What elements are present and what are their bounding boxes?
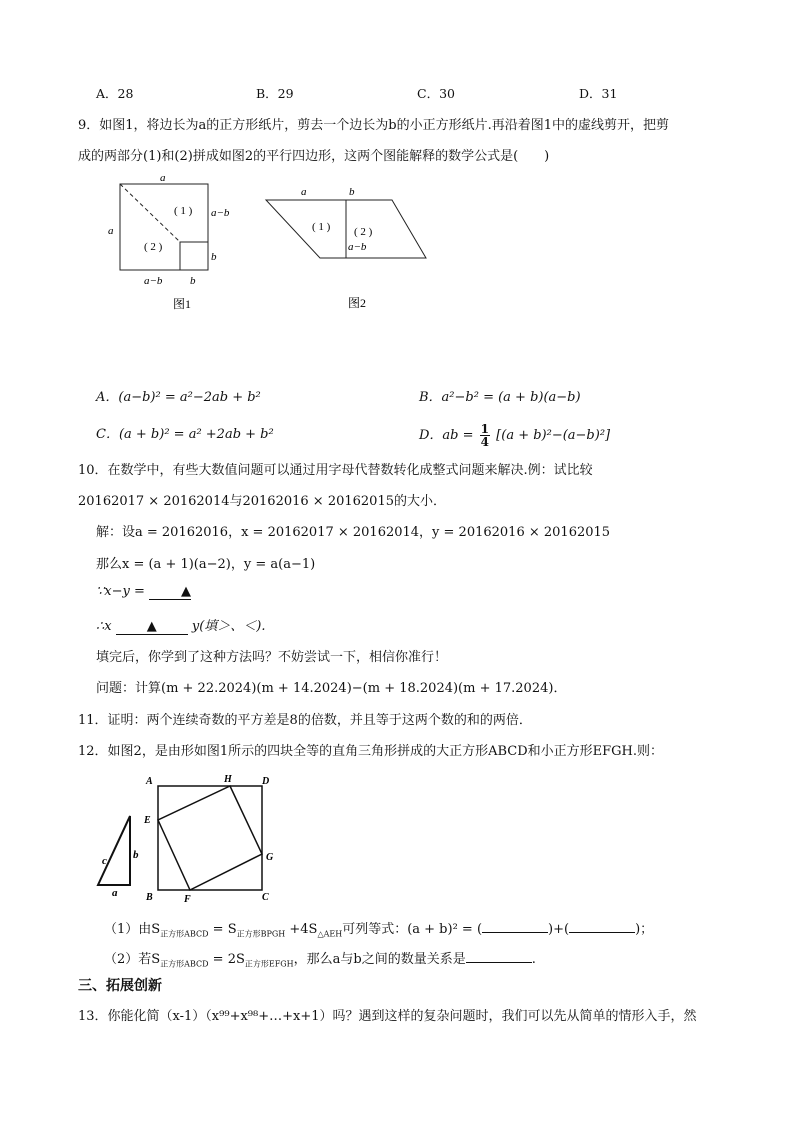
q10-line6 (96, 615, 266, 635)
fig1-label-amb-bottom: a−b (144, 275, 163, 287)
vertex-H: H (224, 774, 232, 785)
fraction-one-quarter (480, 423, 490, 448)
fig1-label-amb-right: a−b (211, 207, 230, 219)
q12-sub2-pre: （2）若S (104, 952, 161, 967)
q10-line6-post: y(填＞、＜). (191, 619, 266, 634)
q8-option-d: D．31 (579, 86, 618, 101)
q12-sub1-plus: +4S (285, 922, 318, 937)
q12-sub1-pre: （1）由S (104, 922, 161, 937)
q9-option-a: A．(a−b)² = a²−2ab + b² (96, 390, 261, 405)
q12-sub2-end: . (531, 952, 536, 967)
figure-1-square (100, 168, 250, 318)
q9-option-d-prefix: D．ab = (419, 428, 474, 443)
q8-option-b: B．29 (256, 86, 294, 101)
vertex-G: G (266, 852, 274, 863)
q10-line7: 填完后，你学到了这种方法吗？不妨尝试一下，相信你准行！ (96, 650, 448, 665)
fig2-label-amb: a−b (348, 241, 367, 253)
fig1-part1: ( 1 ) (174, 205, 193, 217)
q10-line5-expr: ∵x−y = (96, 584, 145, 599)
q12-sub1-sub2: 正方形BPGH (236, 929, 286, 939)
fraction-numerator: 1 (480, 422, 490, 436)
q12-line1: 12．如图2，是由形如图1所示的四块全等的直角三角形拼成的大正方形ABCD和小正方形EFGH.则： (78, 744, 664, 759)
vertex-E: E (144, 815, 151, 826)
q10-answer-blank-2[interactable] (116, 619, 188, 635)
triangle-marker: ▲ (146, 619, 157, 634)
q9-option-d-suffix: [(a + b)²−(a−b)²] (496, 428, 611, 443)
q13-text: 13．你能化简（x-1）（x⁹⁹+x⁹⁸+…+x+1）吗？遇到这样的复杂问题时，我们可以先从简单的情形入手，然 (78, 1009, 697, 1024)
q12-answer-blank-1[interactable] (482, 920, 548, 933)
q10-line2: 20162017 × 20162014与20162016 × 20162015的大小． (78, 494, 446, 509)
triangle-label-a: a (112, 887, 118, 899)
fig2-label-a: a (301, 186, 307, 198)
q9-line1: 9．如图1，将边长为a的正方形纸片，剪去一个边长为b的小正方形纸片.再沿着图1中的虚线剪开，把剪 (78, 118, 670, 133)
q10-line5 (96, 584, 191, 600)
q12-answer-blank-2[interactable] (569, 920, 635, 933)
q10-line3: 解：设a = 20162016，x = 20162017 × 20162014，y = 20162016 × 20162015 (96, 525, 611, 540)
q10-answer-blank-1[interactable] (149, 584, 191, 600)
fig2-part2: ( 2 ) (354, 226, 373, 238)
q10-line4: 那么x = (a + 1)(a−2)，y = a(a−1) (96, 557, 316, 572)
fig2-part1: ( 1 ) (312, 221, 331, 233)
q12-sub1 (104, 918, 653, 940)
vertex-C: C (262, 892, 269, 903)
q12-sub2-sub2: 正方形EFGH (244, 959, 294, 969)
q12-sub1-sub1: 正方形ABCD (160, 929, 209, 939)
q9-line2: 成的两部分(1)和(2)拼成如图2的平行四边形，这两个图能解释的数学公式是( ) (78, 149, 550, 164)
vertex-F: F (184, 894, 191, 905)
fraction-denominator: 4 (480, 435, 490, 449)
q8-option-c: C．30 (417, 86, 455, 101)
q10-line6-pre: ∴x (96, 619, 112, 634)
q12-answer-blank-3[interactable] (466, 950, 532, 963)
triangle-marker: ▲ (181, 584, 192, 599)
q9-option-d (419, 423, 610, 448)
fig1-part2: ( 2 ) (144, 241, 163, 253)
vertex-B: B (146, 892, 153, 903)
q9-option-b: B．a²−b² = (a + b)(a−b) (419, 390, 581, 405)
q12-sub2-sub1: 正方形ABCD (160, 959, 209, 969)
q12-sub1-mid: )+( (548, 922, 570, 937)
fig1-label-b-right: b (211, 251, 217, 263)
fig2-label-b: b (349, 186, 355, 198)
figure-2-parallelogram (262, 180, 442, 315)
fig2-caption: 图2 (348, 296, 367, 310)
fig1-label-b-bottom: b (190, 275, 196, 287)
fig1-caption: 图1 (173, 297, 192, 311)
q12-sub1-end: )； (635, 922, 654, 937)
q12-sub1-post: 可列等式：(a + b)² = ( (342, 922, 483, 937)
q12-sub2-eq: = 2S (208, 952, 245, 967)
vertex-D: D (262, 776, 270, 787)
triangle-label-b: b (133, 849, 139, 861)
q10-line8: 问题：计算(m + 22.2024)(m + 14.2024)−(m + 18.2024)(m + 17.2024)． (96, 681, 567, 696)
q8-option-a: A．28 (96, 86, 134, 101)
square-abcd-figure (138, 770, 286, 904)
q12-sub1-eq: = S (208, 922, 237, 937)
right-triangle-figure (92, 812, 144, 899)
fig1-label-a-left: a (108, 225, 114, 237)
q10-line1: 10．在数学中，有些大数值问题可以通过用字母代替数转化成整式问题来解决.例：试比较 (78, 463, 593, 478)
section-heading: 三、拓展创新 (78, 978, 162, 994)
q9-option-c: C．(a + b)² = a² +2ab + b² (96, 427, 274, 442)
q11-text: 11．证明：两个连续奇数的平方差是8的倍数，并且等于这两个数的和的两倍． (78, 713, 532, 728)
vertex-A: A (146, 776, 153, 787)
fig1-label-a-top: a (160, 172, 166, 184)
q12-sub2-post: ，那么a与b之间的数量关系是 (293, 952, 466, 967)
q12-sub1-sub3: △AEH (317, 929, 343, 939)
triangle-label-c: c (102, 855, 107, 867)
q12-sub2 (104, 948, 536, 970)
